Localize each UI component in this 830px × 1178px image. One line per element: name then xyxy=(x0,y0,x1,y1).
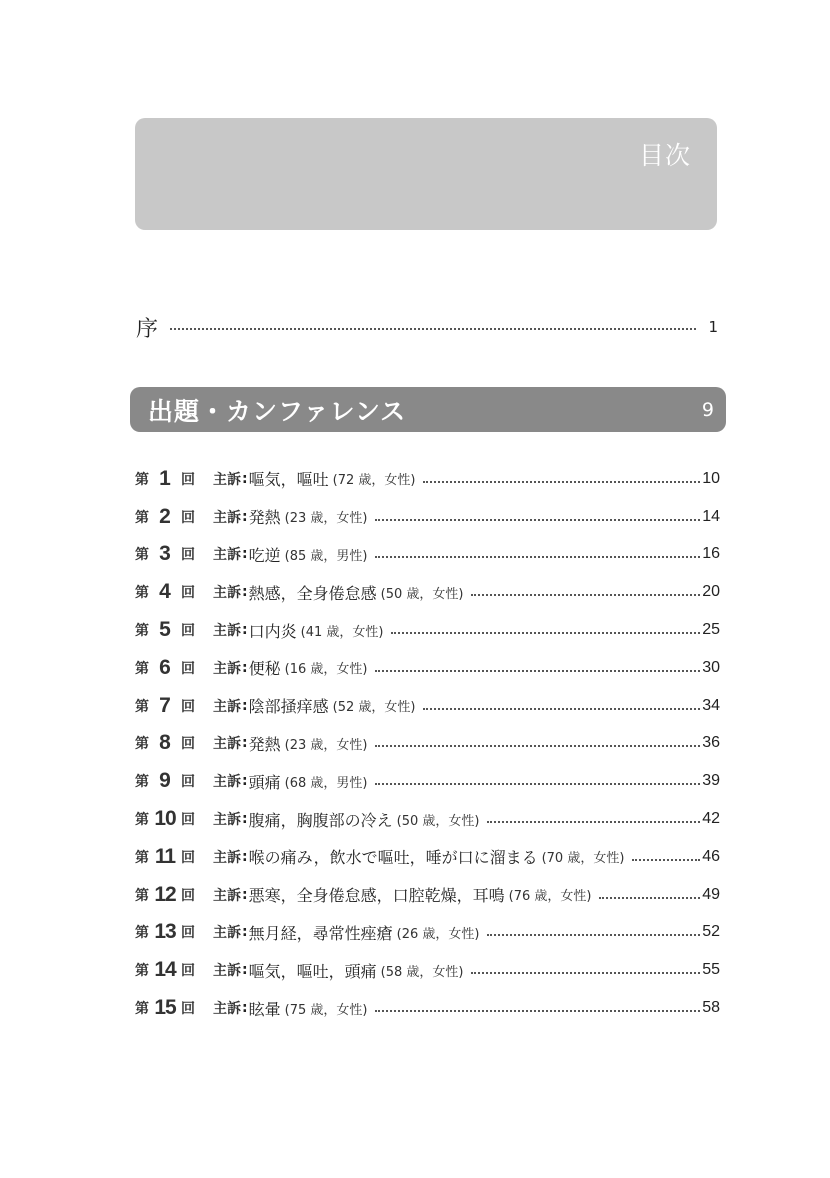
session-number xyxy=(135,618,213,642)
session-prefix: 第 xyxy=(135,736,149,753)
colon: : xyxy=(242,470,248,487)
colon: : xyxy=(242,811,248,828)
patient-info: (76 歳，女性) xyxy=(508,889,592,905)
session-num: 1 xyxy=(159,466,171,490)
chief-complaint: 眩暈 xyxy=(248,999,281,1019)
session-suffix: 回 xyxy=(181,963,195,980)
page-number: 25 xyxy=(702,621,720,639)
patient-info: (75 歳，女性) xyxy=(284,1002,368,1018)
chief-complaint-label: 主訴 xyxy=(213,547,241,564)
chief-complaint-label: 主訴 xyxy=(213,887,241,904)
session-prefix: 第 xyxy=(135,925,149,942)
session-suffix: 回 xyxy=(181,736,195,753)
chief-complaint-label: 主訴 xyxy=(213,660,241,677)
toc-header-box xyxy=(135,118,717,230)
page-number: 16 xyxy=(702,545,720,563)
page-number: 20 xyxy=(702,583,720,601)
session-suffix: 回 xyxy=(181,547,195,564)
session-number xyxy=(135,845,213,869)
session-prefix: 第 xyxy=(135,774,149,791)
chief-complaint: 腹痛，胸腹部の冷え xyxy=(248,810,393,830)
toc-entry[interactable] xyxy=(135,498,720,536)
colon: : xyxy=(242,584,248,601)
session-num: 6 xyxy=(159,655,171,679)
page-number: 46 xyxy=(702,847,720,865)
toc-entry[interactable] xyxy=(135,649,720,687)
chief-complaint: 頭痛 xyxy=(248,772,281,792)
colon: : xyxy=(242,773,248,790)
toc-entry[interactable] xyxy=(135,989,720,1027)
session-number xyxy=(135,769,213,793)
section-header[interactable] xyxy=(130,387,726,432)
session-num: 13 xyxy=(154,920,176,944)
session-suffix: 回 xyxy=(181,774,195,791)
session-num: 11 xyxy=(154,844,176,868)
session-number xyxy=(135,542,213,566)
session-suffix: 回 xyxy=(181,623,195,640)
chief-complaint: 無月経，尋常性痤瘡 xyxy=(248,923,393,943)
session-prefix: 第 xyxy=(135,963,149,980)
leader-dots xyxy=(487,821,700,823)
session-suffix: 回 xyxy=(181,925,195,942)
toc-entry[interactable] xyxy=(135,573,720,611)
leader-dots xyxy=(632,859,700,861)
session-suffix: 回 xyxy=(181,585,195,602)
page-number: 58 xyxy=(702,999,720,1017)
toc-entry[interactable] xyxy=(135,838,720,876)
leader-dots xyxy=(375,670,700,672)
chief-complaint: 悪寒，全身倦怠感，口腔乾燥，耳鳴 xyxy=(248,886,505,906)
patient-info: (72 歳，女性) xyxy=(332,473,416,489)
colon: : xyxy=(242,546,248,563)
patient-info: (70 歳，女性) xyxy=(541,851,625,867)
leader-dots xyxy=(375,519,700,521)
session-num: 14 xyxy=(154,958,176,982)
colon: : xyxy=(242,962,248,979)
session-number xyxy=(135,731,213,755)
session-prefix: 第 xyxy=(135,1001,149,1018)
page-number: 55 xyxy=(702,961,720,979)
colon: : xyxy=(242,659,248,676)
toc-entry[interactable] xyxy=(135,536,720,574)
colon: : xyxy=(242,508,248,525)
session-number xyxy=(135,807,213,831)
patient-info: (85 歳，男性) xyxy=(284,548,368,564)
chief-complaint: 吃逆 xyxy=(248,545,281,565)
toc-entry[interactable] xyxy=(135,687,720,725)
session-number xyxy=(135,656,213,680)
session-num: 4 xyxy=(159,580,171,604)
section-page: 9 xyxy=(701,398,714,421)
chief-complaint-label: 主訴 xyxy=(213,1001,241,1018)
session-suffix: 回 xyxy=(181,471,195,488)
toc-entry[interactable] xyxy=(135,611,720,649)
session-num: 10 xyxy=(154,807,176,831)
session-prefix: 第 xyxy=(135,585,149,602)
session-prefix: 第 xyxy=(135,849,149,866)
toc-entry[interactable] xyxy=(135,876,720,914)
session-num: 8 xyxy=(159,731,171,755)
session-prefix: 第 xyxy=(135,623,149,640)
patient-info: (26 歳，女性) xyxy=(396,926,480,942)
preface-page: 1 xyxy=(708,318,718,336)
session-num: 15 xyxy=(154,996,176,1020)
toc-entry[interactable] xyxy=(135,460,720,498)
toc-entry[interactable] xyxy=(135,725,720,763)
leader-dots xyxy=(423,481,700,483)
preface-label: 序 xyxy=(136,316,159,342)
chief-complaint-label: 主訴 xyxy=(213,849,241,866)
chief-complaint: 嘔気，嘔吐 xyxy=(248,470,329,490)
colon: : xyxy=(242,1000,248,1017)
chief-complaint: 嘔気，嘔吐，頭痛 xyxy=(248,961,377,981)
leader-dots xyxy=(170,328,696,330)
session-num: 12 xyxy=(154,882,176,906)
session-suffix: 回 xyxy=(181,887,195,904)
colon: : xyxy=(242,848,248,865)
session-number xyxy=(135,958,213,982)
chief-complaint: 喉の痛み，飲水で嘔吐，唾が口に溜まる xyxy=(248,848,538,868)
leader-dots xyxy=(391,632,700,634)
session-prefix: 第 xyxy=(135,471,149,488)
chief-complaint-label: 主訴 xyxy=(213,471,241,488)
session-num: 7 xyxy=(159,693,171,717)
patient-info: (41 歳，女性) xyxy=(300,624,384,640)
patient-info: (50 歳，女性) xyxy=(380,586,464,602)
chief-complaint-label: 主訴 xyxy=(213,925,241,942)
chief-complaint: 口内炎 xyxy=(248,621,297,641)
session-suffix: 回 xyxy=(181,849,195,866)
chief-complaint-label: 主訴 xyxy=(213,736,241,753)
page-number: 52 xyxy=(702,923,720,941)
session-suffix: 回 xyxy=(181,812,195,829)
chief-complaint: 発熱 xyxy=(248,508,281,528)
patient-info: (68 歳，男性) xyxy=(284,775,368,791)
session-suffix: 回 xyxy=(181,1001,195,1018)
session-num: 5 xyxy=(159,618,171,642)
patient-info: (16 歳，女性) xyxy=(284,662,368,678)
leader-dots xyxy=(375,556,700,558)
session-num: 9 xyxy=(159,769,171,793)
page-number: 49 xyxy=(702,885,720,903)
page-number: 14 xyxy=(702,507,720,525)
chief-complaint-label: 主訴 xyxy=(213,585,241,602)
chief-complaint: 発熱 xyxy=(248,734,281,754)
chief-complaint: 陰部掻痒感 xyxy=(248,697,329,717)
session-num: 3 xyxy=(159,542,171,566)
leader-dots xyxy=(375,783,700,785)
patient-info: (52 歳，女性) xyxy=(332,700,416,716)
colon: : xyxy=(242,886,248,903)
leader-dots xyxy=(471,594,700,596)
chief-complaint-label: 主訴 xyxy=(213,812,241,829)
preface-entry[interactable] xyxy=(136,312,718,342)
colon: : xyxy=(242,622,248,639)
session-number xyxy=(135,580,213,604)
session-suffix: 回 xyxy=(181,660,195,677)
patient-info: (23 歳，女性) xyxy=(284,737,368,753)
page-number: 42 xyxy=(702,810,720,828)
page-number: 10 xyxy=(702,469,720,487)
session-suffix: 回 xyxy=(181,509,195,526)
session-prefix: 第 xyxy=(135,509,149,526)
page-number: 36 xyxy=(702,734,720,752)
section-title: 出題・カンファレンス xyxy=(148,396,407,426)
session-num: 2 xyxy=(159,504,171,528)
toc-entry[interactable] xyxy=(135,762,720,800)
colon: : xyxy=(242,924,248,941)
colon: : xyxy=(242,735,248,752)
chief-complaint-label: 主訴 xyxy=(213,623,241,640)
leader-dots xyxy=(599,897,700,899)
toc-title: 目次 xyxy=(638,141,691,170)
session-number xyxy=(135,467,213,491)
chief-complaint-label: 主訴 xyxy=(213,774,241,791)
session-prefix: 第 xyxy=(135,812,149,829)
chief-complaint: 便秘 xyxy=(248,659,281,679)
toc-entry[interactable] xyxy=(135,800,720,838)
toc-entry[interactable] xyxy=(135,951,720,989)
page-number: 34 xyxy=(702,696,720,714)
session-prefix: 第 xyxy=(135,698,149,715)
patient-info: (23 歳，女性) xyxy=(284,511,368,527)
chief-complaint-label: 主訴 xyxy=(213,509,241,526)
colon: : xyxy=(242,697,248,714)
toc-entry[interactable] xyxy=(135,914,720,952)
page-number: 30 xyxy=(702,658,720,676)
session-suffix: 回 xyxy=(181,698,195,715)
leader-dots xyxy=(375,1010,700,1012)
session-number xyxy=(135,505,213,529)
session-number xyxy=(135,694,213,718)
patient-info: (58 歳，女性) xyxy=(380,964,464,980)
chief-complaint-label: 主訴 xyxy=(213,698,241,715)
session-prefix: 第 xyxy=(135,660,149,677)
leader-dots xyxy=(487,934,700,936)
leader-dots xyxy=(471,972,700,974)
leader-dots xyxy=(423,708,700,710)
session-prefix: 第 xyxy=(135,887,149,904)
chief-complaint: 熱感，全身倦怠感 xyxy=(248,583,377,603)
session-number xyxy=(135,996,213,1020)
leader-dots xyxy=(375,745,700,747)
chief-complaint-label: 主訴 xyxy=(213,963,241,980)
toc-list xyxy=(135,460,720,1027)
page-number: 39 xyxy=(702,772,720,790)
session-prefix: 第 xyxy=(135,547,149,564)
session-number xyxy=(135,883,213,907)
patient-info: (50 歳，女性) xyxy=(396,813,480,829)
session-number xyxy=(135,920,213,944)
